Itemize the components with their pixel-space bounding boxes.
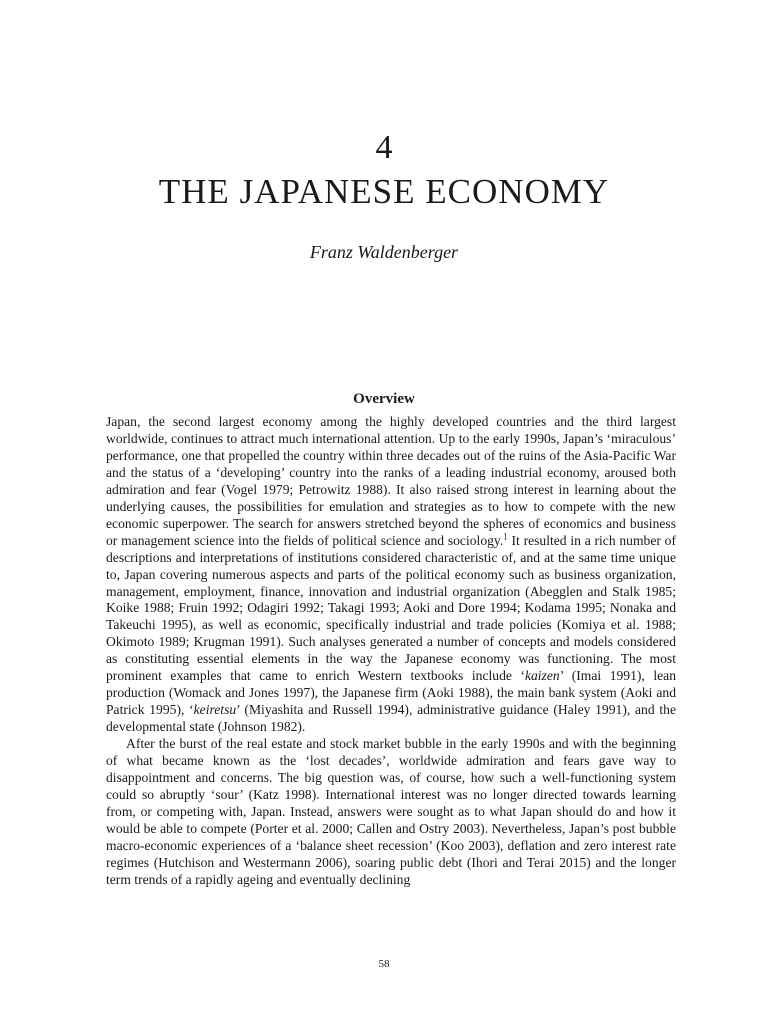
footnote-marker: 1 xyxy=(503,531,508,542)
chapter-title: THE JAPANESE ECONOMY xyxy=(158,172,610,211)
text-segment: ’ (Miyashita and Russell 1994), administrative guidance (Haley 1991), and the developmental state (Johnson 1982). xyxy=(106,702,676,735)
text-segment: ’ (Imai 1991), lean production (Womack and Jones 1997), the Japanese firm (Aoki 1988), the main bank system (Aoki and Patrick 1995), ‘ xyxy=(106,668,676,718)
chapter-author: Franz Waldenberger xyxy=(309,242,459,262)
text-segment: It resulted in a rich number of descriptions and interpretations of institutions considered characteristic of, and at the same time unique to, Japan covering numerous aspects and parts of the political economy such as business organization, management, employment, finance, innovation and industrial organization (Abegglen and Stalk 1985; Koike 1988; Fruin 1992; Odagiri 1992; Takagi 1993; Aoki and Dore 1994; Kodama 1995; Nonaka and Takeuchi 1995), as well as economic, specifically industrial and trade policies (Komiya et al. 1988; Okimoto 1989; Krugman 1991). Such analyses generated a number of concepts and models considered as constituting essential elements in the way the Japanese economy was functioning. The most prominent examples that came to enrich Western textbooks include ‘ xyxy=(106,532,676,684)
page-number: 58 xyxy=(378,958,390,970)
text-segment: After the burst of the real estate and stock market bubble in the early 1990s and with the beginning of what became known as the ‘lost decades’, worldwide admiration and fears gave way to disappointment and concerns. The big question was, of course, how such a well-functioning system could so abruptly ‘sour’ (Katz 1998). International interest was no longer directed towards learning from, or competing with, Japan. Instead, answers were sought as to what Japan should do and how it would be able to compete (Porter et al. 2000; Callen and Ostry 2003). Nevertheless, Japan’s post bubble macro-economic experiences of a ‘balance sheet recession’ (Koo 2003), deflation and zero interest rate regimes (Hutchison and Westermann 2006), soaring public debt (Ihori and Terai 2015) and the longer term trends of a rapidly ageing and eventually declining xyxy=(106,736,676,887)
italic-term: kaizen xyxy=(524,668,560,684)
chapter-number: 4 xyxy=(375,129,393,166)
paragraph xyxy=(106,736,676,889)
body-text xyxy=(106,414,676,889)
section-heading: Overview xyxy=(353,391,415,407)
text-segment: Japan, the second largest economy among the highly developed countries and the third largest worldwide, continues to attract much international attention. Up to the early 1990s, Japan’s ‘miraculous’ performance, one that propelled the country within three decades out of the ruins of the Asia-Pacific War and the status of a ‘developing’ country into the ranks of a leading industrial economy, aroused both admiration and fear (Vogel 1979; Petrowitz 1988). It also raised strong interest in learning about the underlying causes, the possibilities for emulation and strategies as to how to compete with the new economic superpower. The search for answers stretched beyond the spheres of economics and business or management science into the fields of political science and sociology. xyxy=(106,414,676,548)
paragraph xyxy=(106,414,676,736)
italic-term: keiretsu xyxy=(193,702,237,718)
